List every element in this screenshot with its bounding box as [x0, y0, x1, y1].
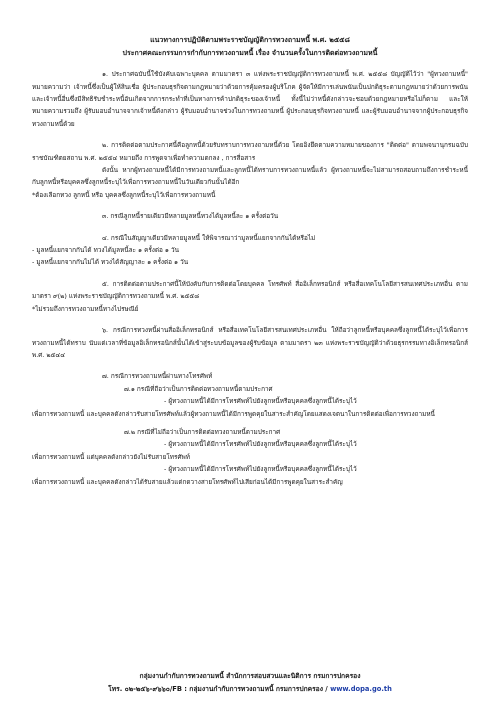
footer-phone-facebook: โทร. ๐๒-๒๕๖-๙๖๖๐/FB : กลุ่มงานกำกับการทวงถามหนี้ กรมการปกครอง /	[108, 685, 328, 693]
clause-6: ๖. กรณีการทวงหนี้ผ่านสื่ออิเล็กทรอนิกส์ หรือสื่อเทคโนโลยีสารสนเทศประเภทอื่น ให้ถือว่าลูกหนี้หรือบุคคลซึ่งลูกหนี้ได้ระบุไว้เพื่อการทวงถามหนี้ได้ทราบ นับแต่เวลาที่ข้อมูลอิเล็กทรอนิกส์นั้นได้เข้าสู่ระบบข้อมูลของผู้รับข้อมูล ตามมาตรา ๒๓ แห่งพระราชบัญญัติว่าด้วยธุรกรรมทางอิเล็กทรอนิกส์ พ.ศ. ๒๕๔๔	[32, 326, 468, 359]
clause-7-1-item-line1: - ผู้ทวงถามหนี้ได้มีการโทรศัพท์ไปยังลูกหนี้หรือบุคคลซึ่งลูกหนี้ได้ระบุไว้	[164, 397, 357, 406]
clause-7-2-heading: ๗.๒ กรณีที่ไม่ถือว่าเป็นการติดต่อทวงถามหนี้ตามประกาศ	[124, 427, 281, 436]
clause-7-1-item-line2: เพื่อการทวงถามหนี้ และบุคคลดังกล่าวรับสายโทรศัพท์แล้วผู้ทวงถามหนี้ได้มีการพูดคุยในสาระสำคัญโดยแสดงเจตนาในการติดต่อเพื่อการทวงถามหนี้	[32, 409, 435, 418]
clause-4-item-a: - มูลหนี้แยกจากกันได้ ทวงได้มูลหนี้ละ ๑ ครั้งต่อ ๑ วัน	[32, 246, 179, 255]
clause-7-2-item-a-line2: เพื่อการทวงถามหนี้ แต่บุคคลดังกล่าวยังไม่รับสายโทรศัพท์	[32, 452, 190, 461]
clause-4-item-b: - มูลหนี้แยกจากกันไม่ได้ ทวงได้สัญญาละ ๑ ครั้งต่อ ๑ วัน	[32, 258, 189, 267]
clause-3: ๓. กรณีลูกหนี้รายเดียวมีหลายมูลหนี้ทวงได้มูลหนี้ละ ๑ ครั้งต่อวัน	[102, 212, 279, 221]
clause-7: ๗. กรณีการทวงถามหนี้ผ่านทางโทรศัพท์	[102, 372, 213, 381]
clause-2: ๒. การติดต่อตามประกาศนี้คือลูกหนี้ด้วยรับทราบการทวงถามหนี้ด้วย โดยอิงยึดตามความหมายของการ "ติดต่อ" ตามพจนานุกรมฉบับราชบัณฑิตยสถาน พ.ศ. ๒๕๕๔ หมายถึง การพูดจาเพื่อทำความตกลง , การสื่อสาร	[32, 141, 468, 162]
clause-1: ๑. ประกาศฉบับนี้ใช้บังคับเฉพาะบุคคล ตามมาตรา ๓ แห่งพระราชบัญญัติการทวงถามหนี้ พ.ศ. ๒๕๕๘ บัญญัติไว้ว่า "ผู้ทวงถามหนี้" หมายความว่า เจ้าหนี้ซึ่งเป็นผู้ให้สินเชื่อ ผู้ประกอบธุรกิจตามกฎหมายว่าด้วยการคุ้มครองผู้บริโภค ผู้จัดให้มีการเล่นพนันเป็นปกติธุระตามกฎหมายว่าด้วยการพนัน และเจ้าหนี้อื่นซึ่งมีสิทธิรับชำระหนี้อันเกิดจากการกระทำที่เป็นทางการค้าปกติธุระของเจ้าหนี้ ทั้งนี้ไม่ว่าหนี้ดังกล่าวจะชอบด้วยกฎหมายหรือไม่ก็ตาม และให้หมายความรวมถึง ผู้รับมอบอำนาจจากเจ้าหนี้ดังกล่าว ผู้รับมอบอำนาจช่วงในการทวงถามหนี้ ผู้ประกอบธุรกิจทวงถามหนี้ และผู้รับมอบอำนาจจากผู้ประกอบธุรกิจทวงถามหนี้ด้วย	[32, 70, 468, 128]
document-title: แนวทางการปฏิบัติตามพระราชบัญญัติการทวงถามหนี้ พ.ศ. ๒๕๕๘	[150, 36, 350, 44]
document-footer	[0, 670, 500, 696]
clause-5: ๕. การติดต่อตามประกาศนี้ให้บังคับกับการติดต่อโดยบุคคล โทรศัพท์ สื่ออิเล็กทรอนิกส์ หรือสื่อเทคโนโลยีสารสนเทศประเภทอื่น ตามมาตรา ๙(๒) แห่งพระราชบัญญัติการทวงถามหนี้ พ.ศ. ๒๕๕๘	[32, 279, 468, 301]
clause-7-2-item-a-line1: - ผู้ทวงถามหนี้ได้มีการโทรศัพท์ไปยังลูกหนี้หรือบุคคลซึ่งลูกหนี้ได้ระบุไว้	[164, 440, 357, 449]
clause-2-note: *ต้องเลือกทวง ลูกหนี้ หรือ บุคคลซึ่งลูกหนี้ระบุไว้เพื่อการทวงถามหนี้	[32, 190, 216, 199]
document-subtitle: ประกาศคณะกรรมการกำกับการทวงถามหนี้ เรื่อง จำนวนครั้งในการติดต่อทวงถามหนี้	[122, 48, 378, 57]
clause-4: ๔. กรณีในสัญญาเดียวมีหลายมูลหนี้ ให้พิจารณาว่ามูลหนี้แยกจากกันได้หรือไม่	[102, 233, 316, 242]
clause-7-2-item-b-line2: เพื่อการทวงถามหนี้ และบุคคลดังกล่าวได้รับสายแล้วแต่กดวางสายโทรศัพท์ไปเสียก่อนได้มีการพูดคุยในสาระสำคัญ	[32, 477, 343, 486]
footer-contact	[0, 683, 500, 696]
clause-7-2-item-b-line1: - ผู้ทวงถามหนี้ได้มีการโทรศัพท์ไปยังลูกหนี้หรือบุคคลซึ่งลูกหนี้ได้ระบุไว้	[164, 465, 357, 474]
clause-2-continued: ดังนั้น หากผู้ทวงถามหนี้ได้มีการทวงถามหนี้และลูกหนี้ได้ทราบการทวงถามหนี้แล้ว ผู้ทวงถามหนี้จะไม่สามารถสอบถามถึงการชำระหนี้กับลูกหนี้หรือบุคคลซึ่งลูกหนี้ระบุไว้เพื่อการทวงถามหนี้ในวันเดียวกันนั้นได้อีก	[32, 166, 468, 187]
footer-agency: กลุ่มงานกำกับการทวงถามหนี้ สำนักการสอบสวนและนิติการ กรมการปกครอง	[139, 672, 361, 680]
clause-5-note: *ไม่รวมถึงการทวงถามหนี้ทางไปรษณีย์	[32, 304, 139, 313]
clause-7-1-heading: ๗.๑ กรณีที่ถือว่าเป็นการติดต่อทวงถามหนี้ตามประกาศ	[124, 384, 273, 393]
footer-website-link[interactable]: www.dopa.go.th	[330, 685, 392, 693]
